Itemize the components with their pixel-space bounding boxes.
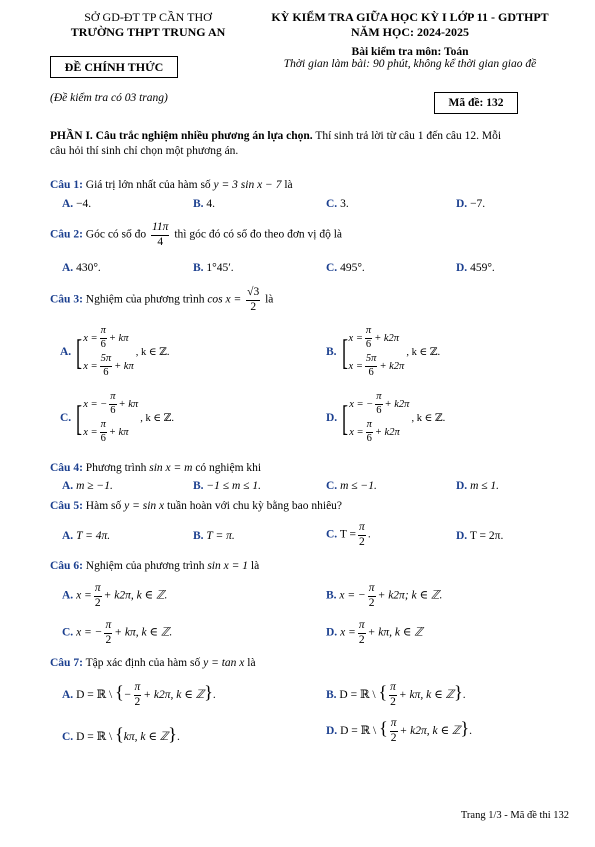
q3-option-b[interactable]: B. [ x = $\frac{\pi}{6}$ + k2π x = $\frac{5\pi}{6}$ + k2π , k ∈ ℤ. [326,325,441,378]
q1-label: Câu 1: [50,179,83,191]
q3-text: Nghiệm của phương trình [85,293,205,306]
q3-tail: là [265,293,274,306]
question-1 [50,178,293,192]
q5-expr: y = sin x [124,500,165,512]
q4-tail: có nghiệm khi [195,462,262,474]
q5-tail: tuần hoàn với chu kỳ bằng bao nhiêu? [167,500,343,512]
q4-option-c[interactable]: C. m ≤ −1. [326,480,377,492]
q7-option-d[interactable]: D. D = ℝ \ { $\frac{\pi}{2}$ + k2π, k ∈ ℤ}. [326,717,472,744]
q6-option-a[interactable]: A. x = $\frac{\pi}{2}$ + k2π, k ∈ ℤ. [62,582,168,609]
q5-option-b[interactable]: B. T = π. [193,530,235,542]
question-2 [50,222,342,248]
q2-option-d[interactable]: D. 459°. [456,262,495,274]
q1-expr: y = 3 sin x − 7 [213,179,282,191]
q2-option-b[interactable]: B. 1°45′. [193,262,234,274]
school-name: TRƯỜNG THPT TRUNG AN [70,25,226,39]
q4-expr: sin x = m [149,462,193,474]
q1-option-d[interactable]: D. −7. [456,198,486,210]
official-box [50,56,178,78]
q1-text: Giá trị lớn nhất của hàm số [85,179,211,191]
q4-text: Phương trình [85,462,147,474]
q5-option-d[interactable]: D. T = 2π. [456,530,504,542]
question-5 [50,499,342,513]
q2-option-a[interactable]: A. 430°. [62,262,101,274]
question-6 [50,559,259,573]
question-4 [50,461,261,475]
q5-option-a[interactable]: A. T = 4π. [62,530,111,542]
q7-expr: y = tan x [203,657,245,669]
q6-label: Câu 6: [50,560,83,572]
q1-option-b[interactable]: B. 4. [193,198,216,210]
part1-heading [50,129,570,159]
page-footer: Trang 1/3 - Mã đề thi 132 [460,810,569,821]
q2-option-c[interactable]: C. 495°. [326,262,365,274]
q3-option-d[interactable]: D. [ x = − $\frac{\pi}{6}$ + k2π x = $\frac{\pi}{6}$ + k2π , k ∈ ℤ. [326,391,446,444]
q7-tail: là [247,657,256,669]
q6-option-b[interactable]: B. x = − $\frac{\pi}{2}$ + k2π; k ∈ ℤ. [326,582,443,609]
q6-expr: sin x = 1 [207,560,248,572]
q7-option-c[interactable]: C. D = ℝ \ {kπ, k ∈ ℤ}. [62,724,180,744]
q6-tail: là [250,560,260,572]
q6-option-d[interactable]: D. x = $\frac{\pi}{2}$ + kπ, k ∈ ℤ [326,619,423,646]
q7-option-b[interactable]: B. D = ℝ \ { $\frac{\pi}{2}$ + kπ, k ∈ ℤ}. [326,681,466,708]
q5-label: Câu 5: [50,500,83,512]
part1-instruction: Thí sinh trả lời từ câu 1 đến câu 12. Mỗi [312,130,502,142]
q5-text: Hàm số [85,500,122,512]
q3-label: Câu 3: [50,293,83,306]
pages-note: (Đề kiểm tra có 03 trang) [50,92,168,104]
q6-text: Nghiệm của phương trình [85,560,205,572]
q3-fraction: $\frac{√3}{2}$ [247,286,260,313]
q3-expr: cos x = [207,293,242,306]
q1-tail: là [284,179,293,191]
header-right [250,10,570,70]
q2-tail: thì góc đó có số đo theo đơn vị độ là [174,228,343,241]
exam-code: Mã đề: 132 [448,97,504,109]
official-label: ĐỀ CHÍNH THỨC [64,60,164,74]
q1-option-a[interactable]: A. −4. [62,198,92,210]
q6-option-c[interactable]: C. x = − $\frac{\pi}{2}$ + kπ, k ∈ ℤ. [62,619,173,646]
question-3 [50,287,273,313]
q4-option-a[interactable]: A. m ≥ −1. [62,480,113,492]
school-year: NĂM HỌC: 2024-2025 [351,25,469,39]
q2-text: Góc có số đo [85,228,147,241]
q7-option-a[interactable]: A. D = ℝ \ {− $\frac{\pi}{2}$ + k2π, k ∈ ℤ}. [62,681,216,708]
q3-option-c[interactable]: C. [ x = − $\frac{\pi}{6}$ + kπ x = $\frac{\pi}{6}$ + kπ , k ∈ ℤ. [60,391,174,444]
header-left [48,10,248,40]
q2-label: Câu 2: [50,228,83,241]
question-7 [50,656,256,670]
part1-title: PHẦN I. Câu trắc nghiệm nhiều phương án lựa chọn. [50,130,313,142]
q2-fraction: $\frac{11\pi}{4}$ [152,221,169,248]
exam-code-box [434,92,518,114]
q3-option-a[interactable]: A. [ x = $\frac{\pi}{6}$ + kπ x = $\frac{5\pi}{6}$ + kπ , k ∈ ℤ. [60,325,170,378]
exam-title: KỲ KIỂM TRA GIỮA HỌC KỲ I LỚP 11 - GDTHPT [271,10,549,24]
q4-label: Câu 4: [50,462,83,474]
dept-name: SỞ GD-ĐT TP CẦN THƠ [84,10,212,24]
q4-option-b[interactable]: B. −1 ≤ m ≤ 1. [193,480,261,492]
q1-option-c[interactable]: C. 3. [326,198,349,210]
duration: Thời gian làm bài: 90 phút, không kể thời gian giao đề [283,58,537,70]
q4-option-d[interactable]: D. m ≤ 1. [456,480,500,492]
q7-text: Tập xác định của hàm số [85,657,201,669]
subject: Bài kiểm tra môn: Toán [351,46,469,58]
part1-instruction-2: câu hỏi thí sinh chỉ chọn một phương án. [50,145,239,157]
q7-label: Câu 7: [50,657,83,669]
q5-option-c[interactable]: C. T = $\frac{\pi}{2}$ . [326,521,371,548]
